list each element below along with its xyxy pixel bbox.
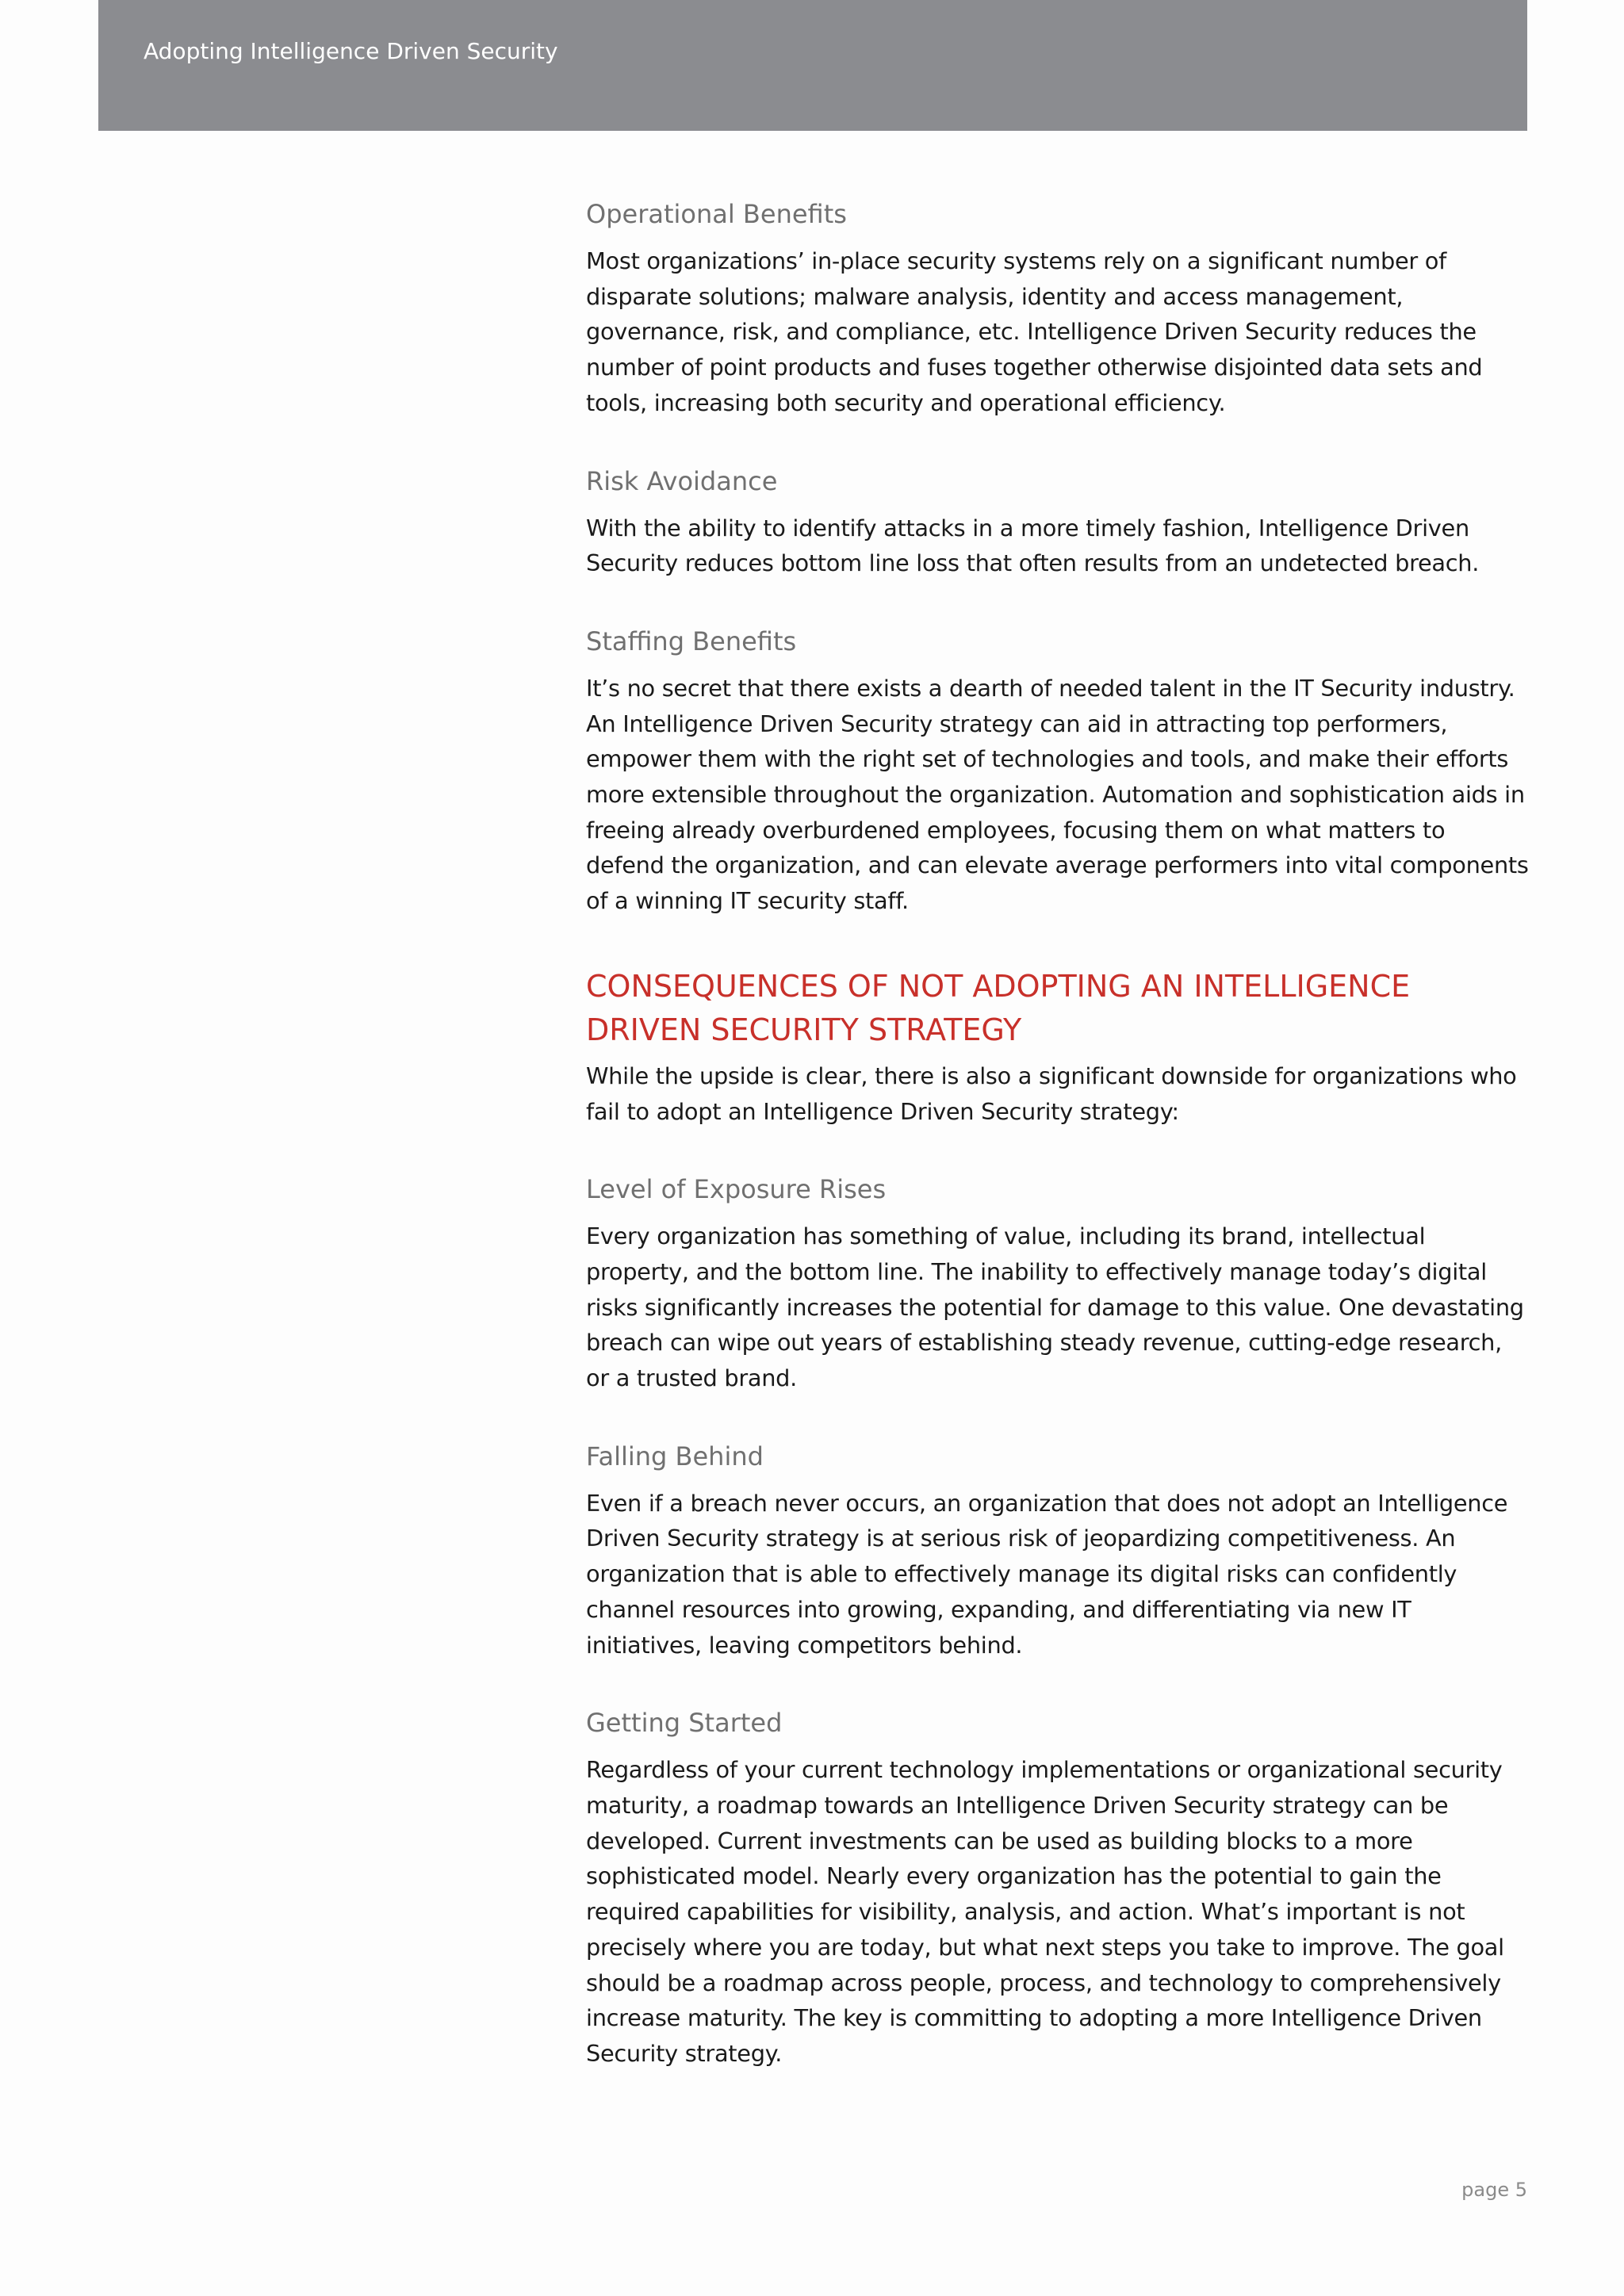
section-staffing-benefits [586, 626, 1530, 919]
section-level-of-exposure [586, 1173, 1530, 1396]
section-heading: Risk Avoidance [586, 465, 778, 496]
section-heading: Level of Exposure Rises [586, 1174, 887, 1205]
section-body: Regardless of your current technology implementations or organizational security maturity, a roadmap towards an Intelligence Driven Security strategy can be developed. Current investments can be used as building blocks to a more sophisticated model. Nearly every organization has the potential to gain the required capabilities for visibility, analysis, and action. What’s important is not precisely where you are today, but what next steps you take to improve. The goal should be a roadmap across people, process, and technology to comprehensively increase maturity. The key is committing to adopting a more Intelligence Driven Security strategy. [586, 1756, 1504, 2067]
section-operational-benefits [586, 198, 1530, 421]
section-heading: Falling Behind [586, 1441, 764, 1471]
section-body: With the ability to identify attacks in a more timely fashion, Intelligence Driven Security reduces bottom line loss that often results from an undetected breach. [586, 514, 1480, 577]
section-falling-behind [586, 1441, 1530, 1663]
document-title: Adopting Intelligence Driven Security [144, 38, 558, 64]
section-body: Every organization has something of value, including its brand, intellectual property, and the bottom line. The inability to effectively manage today’s digital risks significantly increases the potential for damage to this value. One devastating breach can wipe out years of establishing steady revenue, cutting-edge research, or a trusted brand. [586, 1223, 1524, 1392]
major-heading: CONSEQUENCES OF NOT ADOPTING AN INTELLIGENCE DRIVEN SECURITY STRATEGY [586, 968, 1411, 1047]
main-content [586, 198, 1530, 2116]
section-body: It’s no secret that there exists a dearth of needed talent in the IT Security industry. An Intelligence Driven Security strategy can aid in attracting top performers, empower them with the right set of technologies and tools, and make their efforts more extensible throughout the organization. Automation and sophistication aids in freeing already overburdened employees, focusing them on what matters to defend the organization, and can elevate average performers into vital components of a winning IT security staff. [586, 674, 1529, 915]
section-consequences [586, 965, 1530, 1129]
section-body: Even if a breach never occurs, an organization that does not adopt an Intelligence Driven Security strategy is at serious risk of jeopardizing competitiveness. An organization that is able to effectively manage its digital risks can confidently channel resources into growing, expanding, and differentiating via new IT initiatives, leaving competitors behind. [586, 1489, 1508, 1659]
section-getting-started [586, 1707, 1530, 2071]
section-heading: Operational Benefits [586, 199, 847, 229]
section-heading: Getting Started [586, 1708, 783, 1739]
section-body: While the upside is clear, there is also a significant downside for organizations who fail to adopt an Intelligence Driven Security strategy: [586, 1062, 1517, 1125]
header-bar [98, 0, 1527, 131]
section-body: Most organizations’ in-place security systems rely on a significant number of disparate solutions; malware analysis, identity and access management, governance, risk, and compliance, etc. Intelligence Driven Security reduces the number of point products and fuses together otherwise disjointed data sets and tools, increasing both security and operational efficiency. [586, 247, 1483, 416]
section-heading: Staffing Benefits [586, 626, 797, 656]
section-risk-avoidance [586, 465, 1530, 581]
page-number: page 5 [1461, 2179, 1527, 2201]
